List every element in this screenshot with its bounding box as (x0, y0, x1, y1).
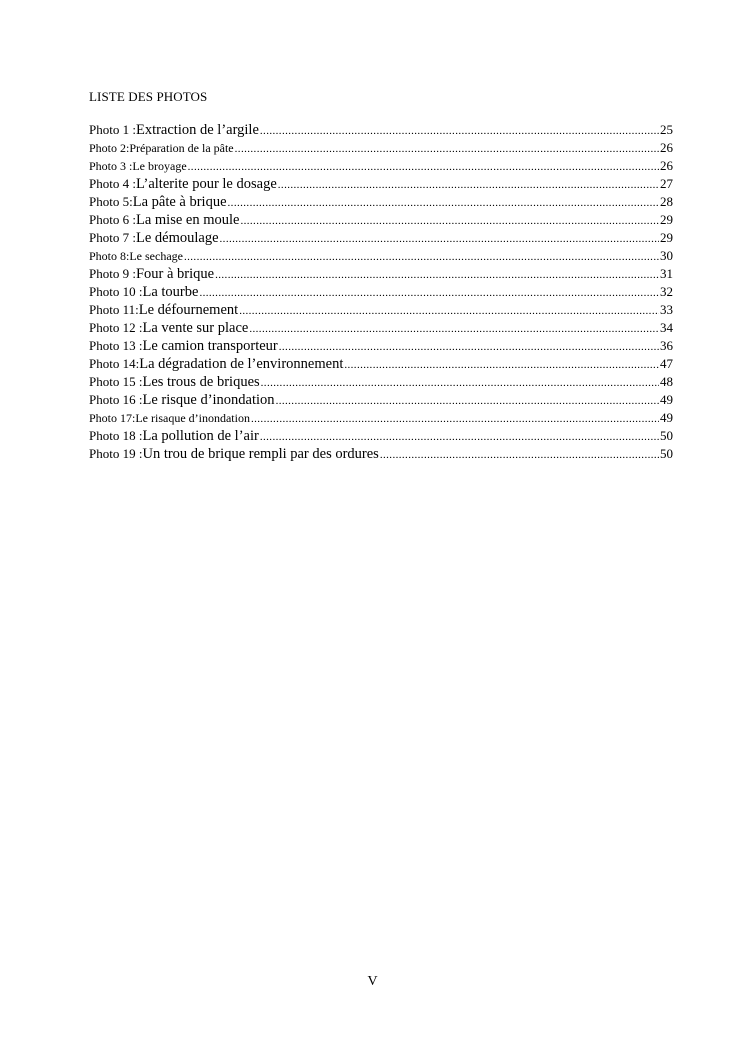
photo-label: Photo 16 : (89, 392, 143, 407)
photo-title: La pâte à brique (132, 194, 227, 210)
dot-leader (199, 284, 659, 302)
photo-page-number: 25 (660, 122, 673, 137)
toc-entry (89, 157, 673, 175)
photo-label: Photo 6 : (89, 212, 136, 227)
dot-leader (278, 176, 659, 194)
photo-title: Extraction de l’argile (135, 122, 259, 138)
photo-title: Le risque d’inondation (142, 392, 275, 408)
photo-label: Photo 17: (89, 411, 136, 425)
photo-title: Le défournement (138, 302, 239, 318)
photo-page-number: 29 (660, 230, 673, 245)
photo-title: La tourbe (142, 284, 199, 300)
photo-title: La mise en moule (135, 212, 240, 228)
photo-title: Le démoulage (135, 230, 219, 246)
toc-entry (89, 445, 673, 463)
photo-label: Photo 5: (89, 194, 133, 209)
toc-entry (89, 319, 673, 337)
toc-entry (89, 373, 673, 391)
page-heading: LISTE DES PHOTOS (89, 89, 208, 104)
photo-page-number: 50 (660, 428, 673, 443)
photo-label: Photo 1 : (89, 122, 136, 137)
dot-leader (228, 194, 659, 212)
photo-title: Préparation de la pâte (129, 141, 234, 155)
photo-title: Les trous de briques (142, 374, 260, 390)
photo-label: Photo 9 : (89, 266, 136, 281)
photo-page-number: 29 (660, 212, 673, 227)
photo-title: La dégradation de l’environnement (139, 356, 344, 372)
dot-leader (239, 302, 659, 320)
dot-leader (188, 158, 659, 176)
toc-entry (89, 193, 673, 211)
dot-leader (380, 446, 659, 464)
photo-page-number: 47 (660, 356, 673, 371)
photo-page-number: 26 (660, 158, 673, 173)
photo-page-number: 26 (660, 140, 673, 155)
photo-title: Le camion transporteur (142, 338, 278, 354)
photo-label: Photo 7 : (89, 230, 136, 245)
photo-label: Photo 18 : (89, 428, 143, 443)
toc-entry (89, 391, 673, 409)
photo-title: Le sechage (129, 249, 183, 263)
toc-entry (89, 139, 673, 157)
toc-entry (89, 355, 673, 373)
photo-title: La vente sur place (142, 320, 249, 336)
photo-label: Photo 15 : (89, 374, 143, 389)
photo-label: Photo 10 : (89, 284, 143, 299)
photo-page-number: 30 (660, 248, 673, 263)
photo-page-number: 34 (660, 320, 673, 335)
photo-label: Photo 3 : (89, 159, 133, 173)
photo-list (89, 121, 673, 463)
dot-leader (215, 266, 659, 284)
photo-label: Photo 2: (89, 141, 130, 155)
dot-leader (184, 248, 659, 266)
toc-entry (89, 427, 673, 445)
page-number: V (367, 974, 378, 989)
photo-page-number: 48 (660, 374, 673, 389)
toc-entry (89, 283, 673, 301)
dot-leader (279, 338, 659, 356)
dot-leader (260, 428, 659, 446)
dot-leader (260, 122, 659, 140)
photo-page-number: 32 (660, 284, 673, 299)
toc-entry (89, 211, 673, 229)
dot-leader (251, 410, 659, 428)
photo-title: Un trou de brique rempli par des ordures (142, 446, 379, 462)
toc-entry (89, 175, 673, 193)
toc-entry (89, 409, 673, 427)
toc-entry (89, 337, 673, 355)
photo-label: Photo 11: (89, 302, 139, 317)
photo-page-number: 33 (660, 302, 673, 317)
photo-page-number: 49 (660, 392, 673, 407)
toc-entry (89, 265, 673, 283)
photo-title: La pollution de l’air (142, 428, 259, 444)
dot-leader (235, 140, 659, 158)
dot-leader (261, 374, 659, 392)
photo-title: Le risaque d’inondation (135, 411, 250, 425)
dot-leader (249, 320, 659, 338)
photo-label: Photo 14: (89, 356, 140, 371)
toc-entry (89, 229, 673, 247)
photo-title: Four à brique (135, 266, 215, 282)
photo-page-number: 31 (660, 266, 673, 281)
toc-entry (89, 121, 673, 139)
photo-page-number: 50 (660, 446, 673, 461)
photo-label: Photo 13 : (89, 338, 143, 353)
photo-page-number: 36 (660, 338, 673, 353)
toc-entry (89, 247, 673, 265)
toc-entry (89, 301, 673, 319)
photo-label: Photo 12 : (89, 320, 143, 335)
photo-title: Le broyage (132, 159, 187, 173)
photo-label: Photo 4 : (89, 176, 136, 191)
photo-label: Photo 19 : (89, 446, 143, 461)
dot-leader (220, 230, 659, 248)
photo-page-number: 28 (660, 194, 673, 209)
photo-title: L’alterite pour le dosage (135, 176, 277, 192)
dot-leader (276, 392, 659, 410)
photo-label: Photo 8: (89, 249, 130, 263)
dot-leader (240, 212, 659, 230)
photo-page-number: 27 (660, 176, 673, 191)
photo-page-number: 49 (660, 410, 673, 425)
dot-leader (344, 356, 659, 374)
